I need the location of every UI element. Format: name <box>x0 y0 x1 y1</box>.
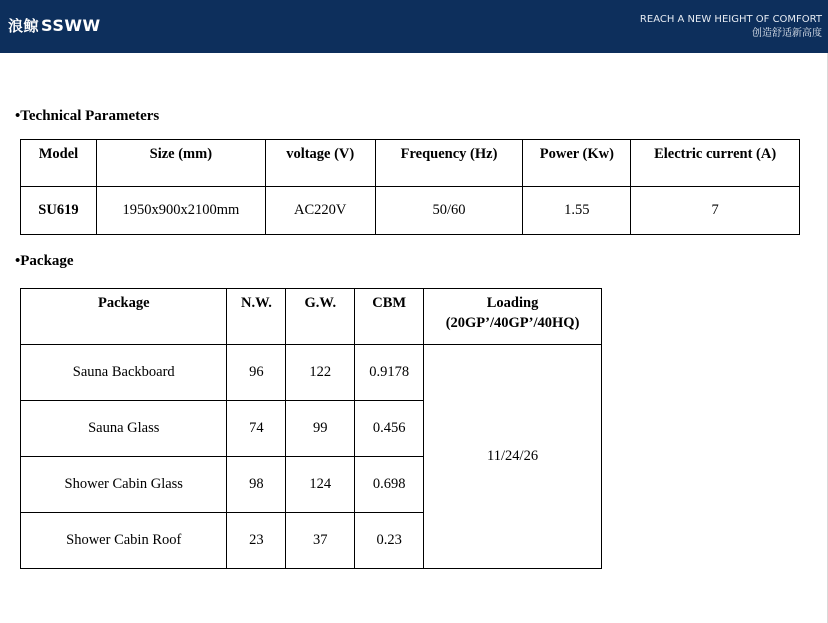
cell-voltage: AC220V <box>265 187 375 235</box>
cell-gw: 122 <box>286 345 355 401</box>
header-cbm: CBM <box>355 289 424 345</box>
cell-cbm: 0.456 <box>355 401 424 457</box>
cell-package: Shower Cabin Roof <box>21 513 227 569</box>
cell-loading: 11/24/26 <box>424 345 602 569</box>
tech-params-title: •Technical Parameters <box>15 108 160 124</box>
header-loading-line1: Loading <box>486 295 539 311</box>
cell-nw: 98 <box>227 457 286 513</box>
header-package: Package <box>21 289 227 345</box>
header-frequency: Frequency (Hz) <box>375 140 523 187</box>
package-header-row <box>21 289 602 345</box>
tagline-cn: 创造舒适新高度 <box>752 28 822 39</box>
header-voltage: voltage (V) <box>265 140 375 187</box>
tech-params-table <box>20 139 800 235</box>
cell-package: Sauna Backboard <box>21 345 227 401</box>
cell-cbm: 0.9178 <box>355 345 424 401</box>
cell-frequency: 50/60 <box>375 187 523 235</box>
tagline <box>640 13 822 41</box>
package-table <box>20 288 602 569</box>
header-model: Model <box>21 140 97 187</box>
header-size: Size (mm) <box>96 140 265 187</box>
header-loading-line2: (20GP’/40GP’/40HQ) <box>445 315 580 331</box>
cell-nw: 96 <box>227 345 286 401</box>
tech-header-row <box>21 140 800 187</box>
page-header <box>0 0 828 53</box>
tagline-en: REACH A NEW HEIGHT OF COMFORT <box>639 14 822 25</box>
header-power: Power (Kw) <box>523 140 631 187</box>
header-current: Electric current (A) <box>631 140 800 187</box>
table-row <box>21 187 800 235</box>
header-gw: G.W. <box>286 289 355 345</box>
brand-logo-cn: 浪鲸 <box>8 17 40 35</box>
header-nw: N.W. <box>227 289 286 345</box>
package-title: •Package <box>15 253 74 269</box>
cell-package: Sauna Glass <box>21 401 227 457</box>
header-loading <box>424 289 602 345</box>
cell-power: 1.55 <box>523 187 631 235</box>
brand-logo <box>8 15 101 36</box>
cell-size: 1950x900x2100mm <box>96 187 265 235</box>
cell-cbm: 0.23 <box>355 513 424 569</box>
brand-logo-en: SSWW <box>41 16 101 35</box>
cell-gw: 37 <box>286 513 355 569</box>
cell-current: 7 <box>631 187 800 235</box>
cell-package: Shower Cabin Glass <box>21 457 227 513</box>
cell-nw: 74 <box>227 401 286 457</box>
cell-model: SU619 <box>21 187 97 235</box>
cell-gw: 99 <box>286 401 355 457</box>
table-row <box>21 345 602 401</box>
cell-nw: 23 <box>227 513 286 569</box>
cell-gw: 124 <box>286 457 355 513</box>
cell-cbm: 0.698 <box>355 457 424 513</box>
